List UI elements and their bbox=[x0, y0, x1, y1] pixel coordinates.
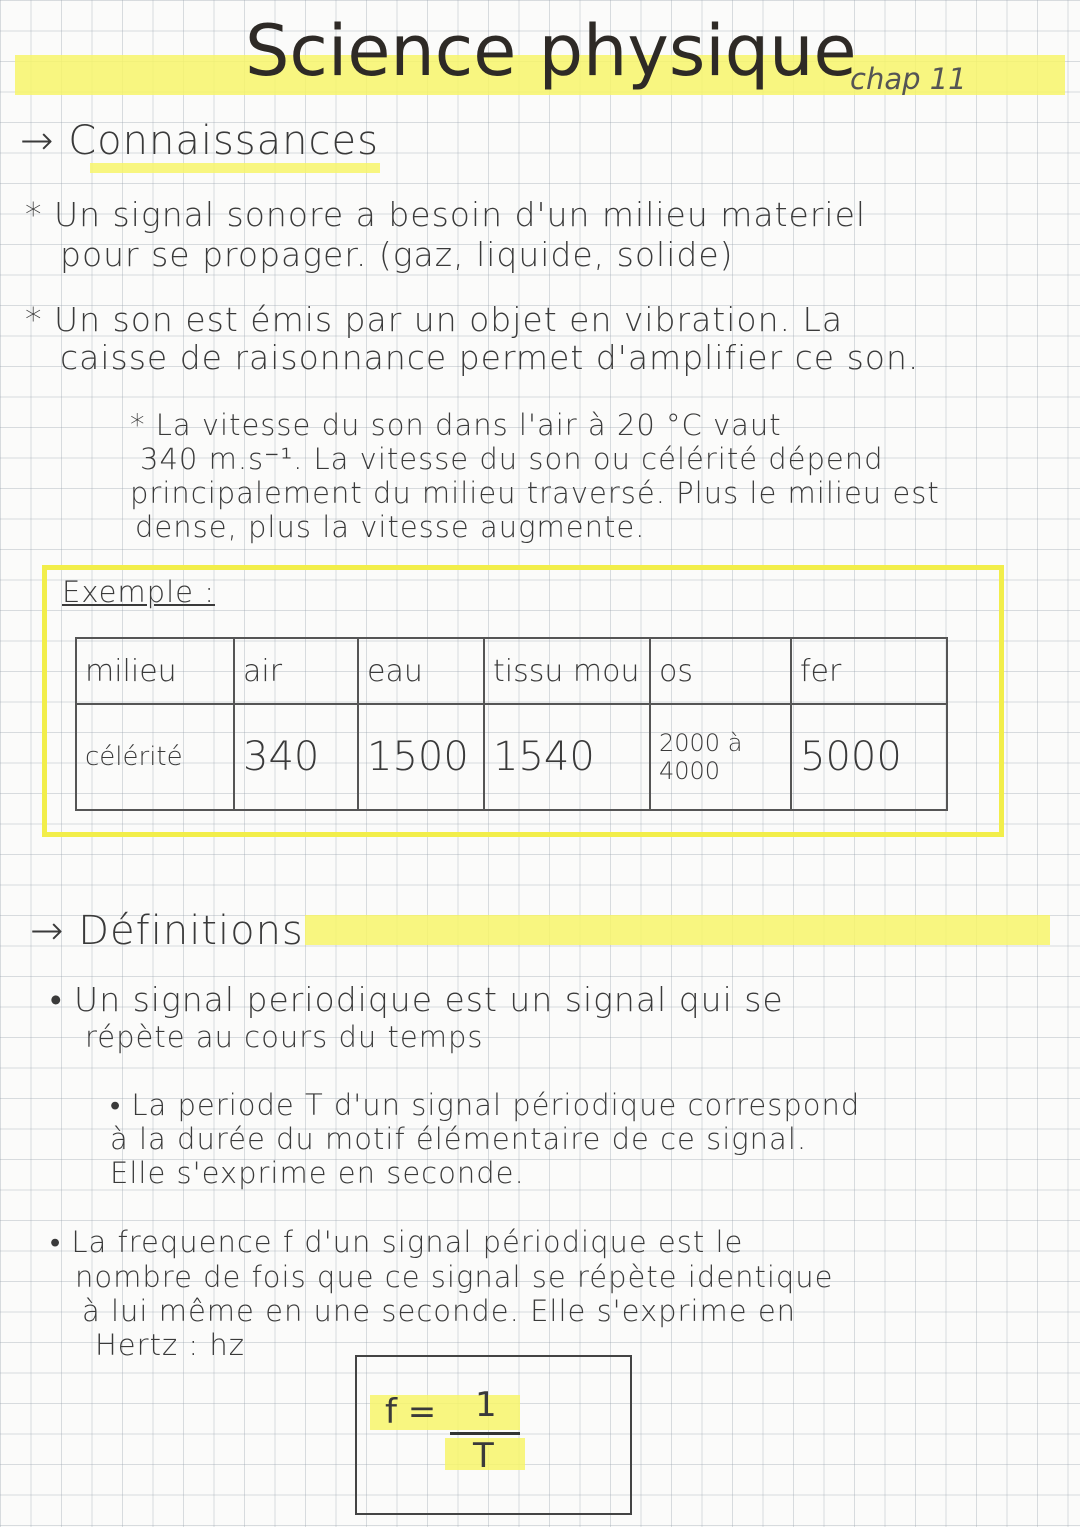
example-label: Exemple : bbox=[62, 575, 215, 609]
fraction-bar bbox=[450, 1432, 520, 1435]
note-line: à lui même en une seconde. Elle s'exprime en bbox=[82, 1294, 797, 1328]
note-line: * Un signal sonore a besoin d'un milieu materiel bbox=[25, 195, 867, 234]
table-header: fer bbox=[791, 638, 947, 704]
note-line: nombre de fois que ce signal se répète identique bbox=[75, 1260, 834, 1294]
speed-table bbox=[75, 637, 948, 811]
section-heading-knowledge: → Connaissances bbox=[20, 118, 379, 164]
table-header: tissu mou bbox=[484, 638, 650, 704]
formula-lhs: f = bbox=[385, 1392, 437, 1432]
note-line: 340 m.s⁻¹. La vitesse du son ou célérité dépend bbox=[140, 442, 884, 476]
definitions-highlight bbox=[305, 915, 1050, 945]
note-line: • La periode T d'un signal périodique correspond bbox=[110, 1088, 861, 1122]
note-line: répète au cours du temps bbox=[85, 1020, 484, 1054]
note-line: • Un signal periodique est un signal qui se bbox=[50, 980, 784, 1019]
formula-numerator: 1 bbox=[475, 1385, 497, 1425]
note-line: pour se propager. (gaz, liquide, solide) bbox=[60, 235, 734, 274]
note-line: principalement du milieu traversé. Plus le milieu est bbox=[130, 476, 940, 510]
section-heading-definitions: → Définitions bbox=[30, 908, 304, 954]
page-title: Science physique bbox=[245, 10, 857, 92]
table-cell: 1500 bbox=[358, 704, 484, 810]
table-header: milieu bbox=[76, 638, 234, 704]
note-line: dense, plus la vitesse augmente. bbox=[135, 510, 646, 544]
note-line: Hertz : hz bbox=[95, 1328, 245, 1362]
table-cell: célérité bbox=[76, 704, 234, 810]
table-header: eau bbox=[358, 638, 484, 704]
table-cell: 2000 à 4000 bbox=[650, 704, 791, 810]
table-row bbox=[76, 704, 947, 810]
heading-underline bbox=[90, 163, 380, 173]
formula-denominator: T bbox=[473, 1436, 494, 1476]
note-line: * Un son est émis par un objet en vibration. La bbox=[25, 300, 844, 339]
note-line: • La frequence f d'un signal périodique est le bbox=[50, 1225, 744, 1259]
note-line: Elle s'exprime en seconde. bbox=[110, 1156, 525, 1190]
note-line: * La vitesse du son dans l'air à 20 °C vaut bbox=[130, 408, 782, 442]
formula-box bbox=[355, 1355, 632, 1515]
chapter-label: chap 11 bbox=[850, 62, 967, 96]
table-header: os bbox=[650, 638, 791, 704]
note-line: à la durée du motif élémentaire de ce signal. bbox=[110, 1122, 808, 1156]
table-header: air bbox=[234, 638, 358, 704]
table-cell: 1540 bbox=[484, 704, 650, 810]
table-cell: 340 bbox=[234, 704, 358, 810]
table-cell: 5000 bbox=[791, 704, 947, 810]
table-header-row bbox=[76, 638, 947, 704]
note-line: caisse de raisonnance permet d'amplifier ce son. bbox=[60, 338, 920, 377]
